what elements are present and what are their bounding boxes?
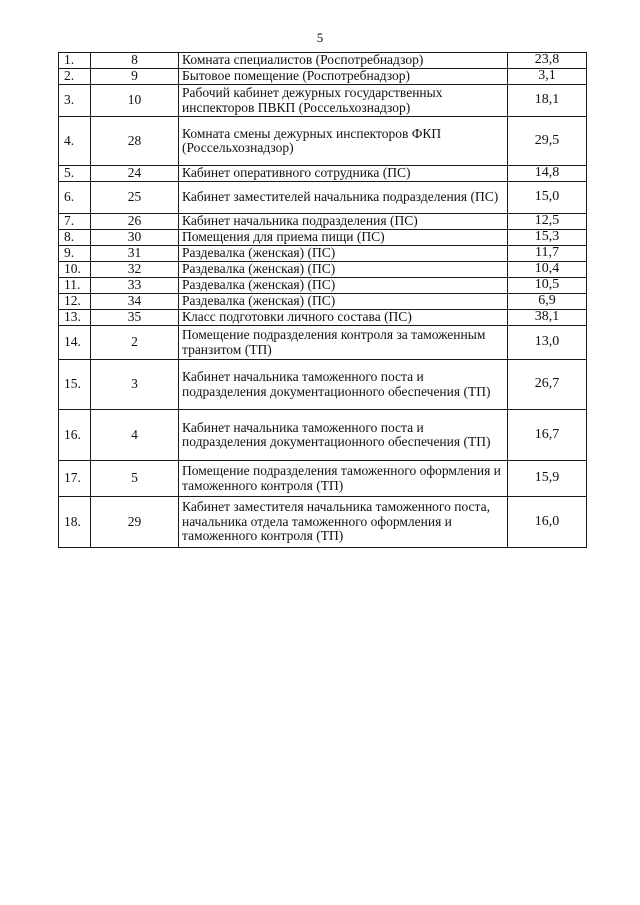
room-number: 9 <box>91 69 179 85</box>
row-number: 8. <box>59 230 91 246</box>
room-name: Раздевалка (женская) (ПС) <box>179 246 508 262</box>
row-number: 13. <box>59 310 91 326</box>
table-row <box>59 214 587 230</box>
room-area: 13,0 <box>508 326 587 360</box>
table-row <box>59 262 587 278</box>
room-area: 3,1 <box>508 69 587 85</box>
room-area: 15,9 <box>508 461 587 497</box>
table-row <box>59 117 587 166</box>
room-area: 12,5 <box>508 214 587 230</box>
room-area: 14,8 <box>508 166 587 182</box>
table-row <box>59 410 587 461</box>
room-name: Комната специалистов (Роспотребнадзор) <box>179 53 508 69</box>
table-row <box>59 310 587 326</box>
table-row <box>59 69 587 85</box>
row-number: 9. <box>59 246 91 262</box>
table-row <box>59 182 587 214</box>
room-number: 10 <box>91 85 179 117</box>
row-number: 17. <box>59 461 91 497</box>
room-area: 23,8 <box>508 53 587 69</box>
row-number: 2. <box>59 69 91 85</box>
room-number: 32 <box>91 262 179 278</box>
room-name: Рабочий кабинет дежурных государственных инспекторов ПВКП (Россельхознадзор) <box>179 85 508 117</box>
table-row <box>59 53 587 69</box>
row-number: 15. <box>59 360 91 410</box>
room-name: Кабинет заместителя начальника таможенного поста, начальника отдела таможенного оформления и таможенного контроля (ТП) <box>179 497 508 548</box>
room-name: Раздевалка (женская) (ПС) <box>179 262 508 278</box>
room-name: Кабинет заместителей начальника подразделения (ПС) <box>179 182 508 214</box>
room-area: 10,5 <box>508 278 587 294</box>
room-area: 38,1 <box>508 310 587 326</box>
room-number: 26 <box>91 214 179 230</box>
table-row <box>59 461 587 497</box>
table-row <box>59 246 587 262</box>
row-number: 11. <box>59 278 91 294</box>
room-number: 31 <box>91 246 179 262</box>
room-number: 3 <box>91 360 179 410</box>
row-number: 4. <box>59 117 91 166</box>
room-area: 16,0 <box>508 497 587 548</box>
row-number: 1. <box>59 53 91 69</box>
room-number: 8 <box>91 53 179 69</box>
room-name: Раздевалка (женская) (ПС) <box>179 294 508 310</box>
table-row <box>59 166 587 182</box>
room-number: 25 <box>91 182 179 214</box>
room-number: 2 <box>91 326 179 360</box>
rooms-table <box>58 52 587 548</box>
room-number: 28 <box>91 117 179 166</box>
table-row <box>59 230 587 246</box>
row-number: 10. <box>59 262 91 278</box>
row-number: 7. <box>59 214 91 230</box>
room-name: Кабинет оперативного сотрудника (ПС) <box>179 166 508 182</box>
room-number: 29 <box>91 497 179 548</box>
room-name: Класс подготовки личного состава (ПС) <box>179 310 508 326</box>
table-row <box>59 326 587 360</box>
table-row <box>59 85 587 117</box>
room-name: Помещения для приема пищи (ПС) <box>179 230 508 246</box>
room-name: Бытовое помещение (Роспотребнадзор) <box>179 69 508 85</box>
row-number: 6. <box>59 182 91 214</box>
room-area: 18,1 <box>508 85 587 117</box>
room-number: 33 <box>91 278 179 294</box>
room-area: 15,0 <box>508 182 587 214</box>
room-number: 35 <box>91 310 179 326</box>
row-number: 3. <box>59 85 91 117</box>
table-row <box>59 278 587 294</box>
row-number: 18. <box>59 497 91 548</box>
room-area: 10,4 <box>508 262 587 278</box>
room-name: Раздевалка (женская) (ПС) <box>179 278 508 294</box>
table-row <box>59 497 587 548</box>
room-number: 5 <box>91 461 179 497</box>
row-number: 5. <box>59 166 91 182</box>
room-number: 30 <box>91 230 179 246</box>
room-name: Кабинет начальника подразделения (ПС) <box>179 214 508 230</box>
rooms-table-body <box>59 53 587 548</box>
room-area: 29,5 <box>508 117 587 166</box>
room-name: Помещение подразделения таможенного оформления и таможенного контроля (ТП) <box>179 461 508 497</box>
room-name: Помещение подразделения контроля за таможенным транзитом (ТП) <box>179 326 508 360</box>
room-area: 16,7 <box>508 410 587 461</box>
row-number: 12. <box>59 294 91 310</box>
room-name: Комната смены дежурных инспекторов ФКП (Россельхознадзор) <box>179 117 508 166</box>
page-number: 5 <box>316 30 324 45</box>
room-number: 24 <box>91 166 179 182</box>
room-area: 11,7 <box>508 246 587 262</box>
table-row <box>59 360 587 410</box>
room-area: 15,3 <box>508 230 587 246</box>
room-name: Кабинет начальника таможенного поста и подразделения документационного обеспечения (ТП) <box>179 360 508 410</box>
room-name: Кабинет начальника таможенного поста и подразделения документационного обеспечения (ТП) <box>179 410 508 461</box>
room-area: 6,9 <box>508 294 587 310</box>
row-number: 14. <box>59 326 91 360</box>
row-number: 16. <box>59 410 91 461</box>
room-area: 26,7 <box>508 360 587 410</box>
room-number: 4 <box>91 410 179 461</box>
table-row <box>59 294 587 310</box>
room-number: 34 <box>91 294 179 310</box>
